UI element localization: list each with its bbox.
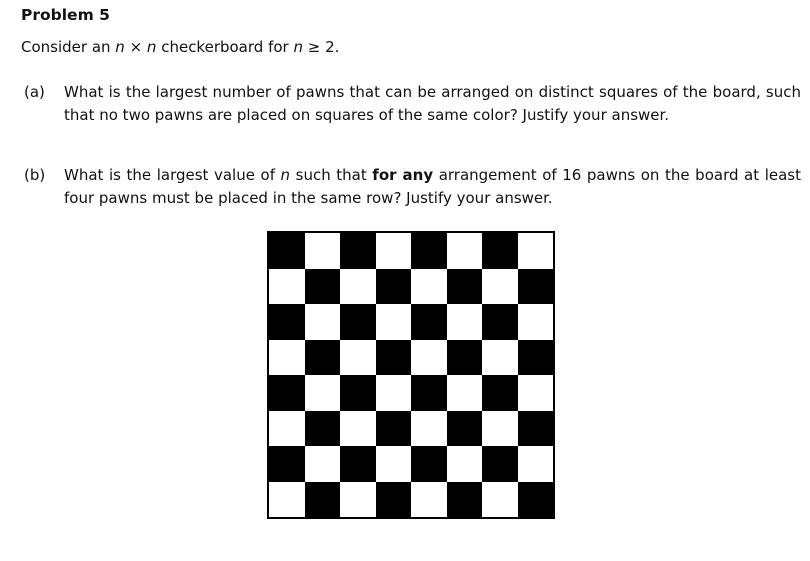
intro-var-n: n [146, 38, 157, 56]
board-square-dark [482, 446, 518, 482]
board-square-dark [518, 269, 554, 305]
intro-suffix: ≥ 2. [302, 38, 340, 56]
intro-mid: checkerboard for [156, 38, 294, 56]
board-square-light [482, 482, 518, 518]
intro-var-n: n [115, 38, 125, 56]
board-square-light [376, 375, 412, 411]
board-square-light [518, 375, 554, 411]
board-square-light [340, 340, 376, 376]
part-a-text: What is the largest number of pawns that can be arranged on distinct squares of the board, such that no two pawns are placed on squares of the same color? Justify your answer. [64, 83, 801, 124]
board-square-light [411, 482, 447, 518]
board-square-dark [518, 340, 554, 376]
board-square-light [482, 340, 518, 376]
board-square-dark [482, 375, 518, 411]
board-square-light [518, 233, 554, 269]
board-square-light [518, 446, 554, 482]
board-square-dark [447, 340, 483, 376]
board-square-light [482, 269, 518, 305]
problem-title: Problem 5 [21, 6, 110, 24]
board-square-dark [340, 304, 376, 340]
board-square-dark [305, 482, 341, 518]
board-square-light [305, 446, 341, 482]
board-square-dark [447, 411, 483, 447]
board-square-dark [340, 375, 376, 411]
checkerboard [267, 231, 555, 519]
board-square-light [447, 446, 483, 482]
board-square-light [376, 446, 412, 482]
part-b-middle: such that [290, 166, 373, 184]
board-square-dark [269, 375, 305, 411]
board-square-dark [518, 482, 554, 518]
board-square-light [447, 375, 483, 411]
part-b-before: What is the largest value of [64, 166, 281, 184]
board-square-light [269, 269, 305, 305]
board-square-light [482, 411, 518, 447]
board-square-dark [482, 233, 518, 269]
board-square-dark [340, 446, 376, 482]
board-square-light [269, 482, 305, 518]
board-square-light [411, 411, 447, 447]
board-square-dark [269, 446, 305, 482]
part-b [21, 164, 801, 209]
intro-times: × [124, 38, 147, 56]
board-square-dark [411, 233, 447, 269]
board-square-light [305, 304, 341, 340]
intro-prefix: Consider an [21, 38, 116, 56]
board-square-dark [269, 233, 305, 269]
board-square-light [447, 233, 483, 269]
part-b-emphasis: for any [372, 166, 434, 184]
board-square-dark [305, 340, 341, 376]
intro-var-n: n [293, 38, 303, 56]
part-b-after: arrangement of 16 pawns on the board at least four pawns must be placed in the same row? Justify your answer. [64, 166, 801, 207]
part-b-label: (b) [24, 166, 46, 184]
board-square-dark [447, 482, 483, 518]
board-square-dark [411, 446, 447, 482]
board-square-dark [305, 269, 341, 305]
board-square-dark [482, 304, 518, 340]
board-square-light [376, 304, 412, 340]
board-square-light [376, 233, 412, 269]
board-square-dark [411, 304, 447, 340]
part-a [21, 81, 801, 126]
board-square-light [269, 411, 305, 447]
board-square-dark [518, 411, 554, 447]
board-square-light [340, 411, 376, 447]
board-square-dark [269, 304, 305, 340]
board-square-dark [376, 340, 412, 376]
board-square-light [305, 233, 341, 269]
part-b-text [64, 164, 801, 209]
board-square-dark [376, 269, 412, 305]
board-square-light [411, 340, 447, 376]
board-square-dark [411, 375, 447, 411]
board-square-dark [376, 482, 412, 518]
problem-intro [21, 37, 339, 57]
board-square-light [305, 375, 341, 411]
board-square-light [447, 304, 483, 340]
board-square-dark [305, 411, 341, 447]
board-square-light [411, 269, 447, 305]
part-a-label: (a) [24, 83, 45, 101]
board-square-light [340, 482, 376, 518]
board-square-light [269, 340, 305, 376]
board-square-light [518, 304, 554, 340]
board-square-dark [376, 411, 412, 447]
board-square-light [340, 269, 376, 305]
board-square-dark [447, 269, 483, 305]
board-square-dark [340, 233, 376, 269]
part-b-var-n: n [280, 166, 291, 184]
